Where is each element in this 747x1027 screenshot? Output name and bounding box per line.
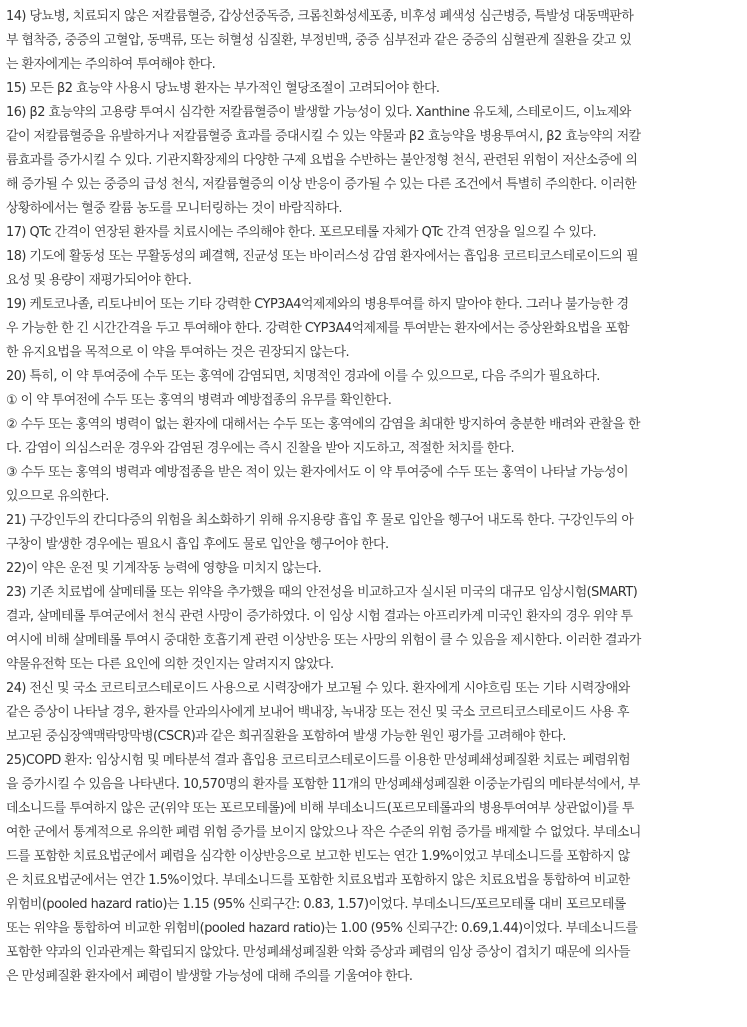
text-line: 21) 구강인두의 칸디다증의 위험을 최소화하기 위해 유지용량 흡입 후 물로 입안을 헹구어 내도록 한다. 구강인두의 아 — [6, 513, 634, 528]
text-line: ③ 수두 또는 홍역의 병력과 예방접종을 받은 적이 있는 환자에서도 이 약 투여중에 수두 또는 홍역이 나타날 가능성이 — [6, 465, 629, 480]
text-line: 위험비(pooled hazard ratio)는 1.15 (95% 신뢰구간: 0.83, 1.57)이었다. 부데소니드/포르모테롤 대비 포르모테롤 — [6, 897, 626, 912]
text-line: 같은 증상이 나타날 경우, 환자를 안과의사에게 보내어 백내장, 녹내장 또는 전신 및 국소 코르티코스테로이드 사용 후 — [6, 705, 629, 720]
text-line: 또는 위약을 통합하여 비교한 위험비(pooled hazard ratio)는 1.00 (95% 신뢰구간: 0.69,1.44)이었다. 부데소니드를 — [6, 921, 638, 936]
text-line: 19) 케토코나졸, 리토나비어 또는 기타 강력한 CYP3A4억제제와의 병용투여를 하지 말아야 한다. 그러나 불가능한 경 — [6, 297, 629, 312]
text-line: 25)COPD 환자: 임상시험 및 메타분석 결과 흡입용 코르티코스테로이드를 이용한 만성폐쇄성폐질환 치료는 폐렴위험 — [6, 753, 631, 768]
text-line: 해 증가될 수 있는 중증의 급성 천식, 저칼륨혈증의 이상 반응이 증가될 수 있는 다른 조건에서 특별히 주의한다. 이러한 — [6, 177, 637, 192]
text-line: 은 만성폐질환 환자에서 폐렴이 발생할 가능성에 대해 주의를 기울여야 한다. — [6, 969, 413, 984]
text-line: 23) 기존 치료법에 살메테롤 또는 위약을 추가했을 때의 안전성을 비교하고자 실시된 미국의 대규모 임상시험(SMART) — [6, 585, 638, 600]
text-line: 요성 및 용량이 재평가되어야 한다. — [6, 273, 192, 288]
text-line: 포함한 약과의 인과관계는 확립되지 않았다. 만성폐쇄성폐질환 악화 증상과 폐렴의 임상 증상이 겹치기 때문에 의사들 — [6, 945, 631, 960]
text-line: 24) 전신 및 국소 코르티코스테로이드 사용으로 시력장애가 보고될 수 있다. 환자에게 시야흐림 또는 기타 시력장애와 — [6, 681, 630, 696]
text-line: 구창이 발생한 경우에는 필요시 흡입 후에도 물로 입안을 헹구어야 한다. — [6, 537, 389, 552]
text-line: 있으므로 유의한다. — [6, 489, 109, 504]
text-line: 20) 특히, 이 약 투여중에 수두 또는 홍역에 감염되면, 치명적인 경과에 이를 수 있으므로, 다음 주의가 필요하다. — [6, 369, 600, 384]
text-line: 14) 당뇨병, 치료되지 않은 저칼륨혈증, 갑상선중독증, 크롬친화성세포종, 비후성 폐색성 심근병증, 특발성 대동맥판하 — [6, 9, 634, 24]
text-line: 드를 포함한 치료요법군에서 폐렴을 심각한 이상반응으로 보고한 빈도는 연간 1.9%이었고 부데소니드를 포함하지 않 — [6, 849, 630, 864]
text-line: 22)이 약은 운전 및 기계작동 능력에 영향을 미치지 않는다. — [6, 561, 322, 576]
text-line: 부 협착증, 중증의 고혈압, 동맥류, 또는 허혈성 심질환, 부정빈맥, 중증 심부전과 같은 중증의 심혈관계 질환을 갖고 있 — [6, 33, 632, 48]
text-line: ① 이 약 투여전에 수두 또는 홍역의 병력과 예방접종의 유무를 확인한다. — [6, 393, 392, 408]
text-line: 17) QTc 간격이 연장된 환자를 치료시에는 주의해야 한다. 포르모테롤 자체가 QTc 간격 연장을 일으킬 수 있다. — [6, 225, 597, 240]
text-line: 18) 기도에 활동성 또는 무활동성의 폐결핵, 진균성 또는 바이러스성 감염 환자에서는 흡입용 코르티코스테로이드의 필 — [6, 249, 639, 264]
text-line: 을 증가시킬 수 있음을 나타낸다. 10,570명의 환자를 포함한 11개의 만성폐쇄성폐질환 이중눈가림의 메타분석에서, 부 — [6, 777, 640, 792]
text-line: 15) 모든 β2 효능약 사용시 당뇨병 환자는 부가적인 혈당조절이 고려되어야 한다. — [6, 81, 440, 96]
text-line: 륨효과를 증가시킬 수 있다. 기관지확장제의 다양한 구제 요법을 수반하는 불안정형 천식, 관련된 위험이 저산소증에 의 — [6, 153, 638, 168]
text-line: 우 가능한 한 긴 시간간격을 두고 투여해야 한다. 강력한 CYP3A4억제제를 투여받는 환자에서는 증상완화요법을 포함 — [6, 321, 629, 336]
text-line: 여시에 비해 살메테롤 투여시 중대한 호흡기계 관련 이상반응 또는 사망의 위험이 클 수 있음을 제시한다. 이러한 결과가 — [6, 633, 641, 648]
text-line: 여한 군에서 통계적으로 유의한 폐렴 위험 증가를 보이지 않았으나 작은 수준의 위험 증가를 배제할 수 없었다. 부데소니 — [6, 825, 641, 840]
text-line: 데소니드를 투여하지 않은 군(위약 또는 포르모테롤)에 비해 부데소니드(포르모테롤과의 병용투여여부 상관없이)를 투 — [6, 801, 634, 816]
text-line: 약물유전학 또는 다른 요인에 의한 것인지는 알려지지 않았다. — [6, 657, 334, 672]
text-line: 은 치료요법군에서는 연간 1.5%이었다. 부데소니드를 포함한 치료요법과 포함하지 않은 치료요법을 통합하여 비교한 — [6, 873, 630, 888]
text-line: 한 유지요법을 목적으로 이 약을 투여하는 것은 권장되지 않는다. — [6, 345, 350, 360]
text-line — [6, 989, 743, 1013]
text-line: 보고된 중심장액맥락망막병(CSCR)과 같은 희귀질환을 포함하여 발생 가능한 원인 평가를 고려해야 한다. — [6, 729, 566, 744]
text-line: ② 수두 또는 홍역의 병력이 없는 환자에 대해서는 수두 또는 홍역에의 감염을 최대한 방지하여 충분한 배려와 관찰을 한 — [6, 417, 640, 432]
text-line: 16) β2 효능약의 고용량 투여시 심각한 저칼륨혈증이 발생할 가능성이 있다. Xanthine 유도체, 스테로이드, 이뇨제와 — [6, 105, 631, 120]
text-line: 는 환자에게는 주의하여 투여해야 한다. — [6, 57, 216, 72]
text-line: 상황하에서는 혈중 칼륨 농도를 모니터링하는 것이 바람직하다. — [6, 201, 342, 216]
text-line: 다. 감염이 의심스러운 경우와 감염된 경우에는 즉시 진찰을 받아 지도하고, 적절한 처치를 한다. — [6, 441, 515, 456]
text-line: 같이 저칼륨혈증을 유발하거나 저칼륨혈증 효과를 증대시킬 수 있는 약물과 β2 효능약을 병용투여시, β2 효능약의 저칼 — [6, 129, 641, 144]
text-line: 결과, 살메테롤 투여군에서 천식 관련 사망이 증가하였다. 이 임상 시험 결과는 아프리카계 미국인 환자의 경우 위약 투 — [6, 609, 633, 624]
